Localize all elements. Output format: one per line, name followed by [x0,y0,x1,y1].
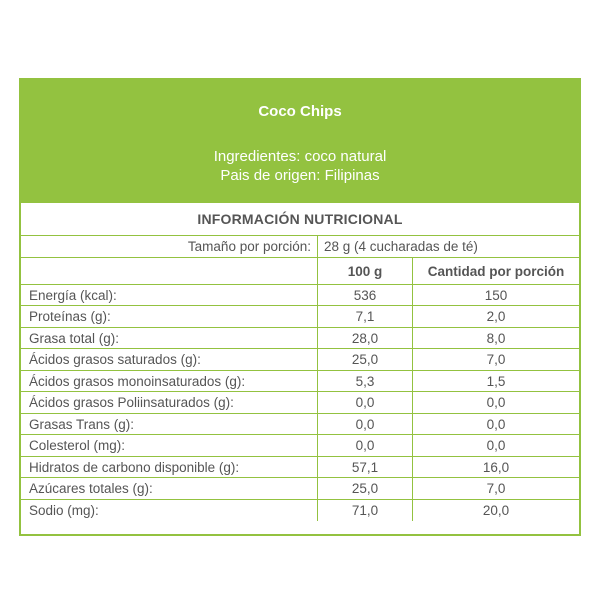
column-header-row [21,258,579,285]
nutrient-label: Ácidos grasos saturados (g): [21,349,318,370]
nutrient-label: Energía (kcal): [21,285,318,306]
nutrient-row [21,371,579,393]
nutrient-rows [21,285,579,522]
nutrient-label: Colesterol (mg): [21,435,318,456]
ingredients-text: Ingredientes: coco natural [213,148,387,165]
nutrient-value-portion: 8,0 [486,330,506,346]
nutrient-row [21,457,579,479]
nutrient-value-100g: 25,0 [318,478,413,499]
nutrient-label: Ácidos grasos Poliinsaturados (g): [21,392,318,413]
nutrient-label: Ácidos grasos monoinsaturados (g): [21,371,318,392]
nutrient-value-100g: 0,0 [318,435,413,456]
nutrition-title: INFORMACIÓN NUTRICIONAL [21,203,579,236]
nutrient-row [21,414,579,436]
column-header-portion: Cantidad por porción [427,263,565,279]
nutrient-row [21,435,579,457]
nutrient-value-100g: 5,3 [318,371,413,392]
nutrient-row [21,478,579,500]
nutrient-value-100g: 28,0 [318,328,413,349]
product-name: Coco Chips [258,103,342,120]
nutrient-value-portion: 150 [484,287,508,303]
nutrient-value-portion: 2,0 [486,309,506,324]
nutrient-value-portion: 20,0 [482,502,510,518]
serving-value: 28 g (4 cucharadas de té) [324,239,478,254]
nutrient-value-portion: 7,0 [486,481,506,496]
nutrient-value-100g: 7,1 [318,306,413,327]
nutrient-label: Sodio (mg): [21,500,318,522]
nutrient-row [21,392,579,414]
nutrient-value-100g: 25,0 [318,349,413,370]
column-header-100g: 100 g [318,258,413,284]
origin-text: Pais de origen: Filipinas [220,167,380,184]
nutrient-row [21,285,579,307]
nutrient-value-portion: 7,0 [486,352,506,367]
nutrient-label: Hidratos de carbono disponible (g): [21,457,318,478]
nutrient-value-portion: 1,5 [486,373,506,389]
product-header [21,80,579,203]
nutrient-row [21,306,579,328]
nutrient-row [21,349,579,371]
nutrient-label: Azúcares totales (g): [21,478,318,499]
nutrient-value-portion: 0,0 [486,438,506,453]
nutrient-value-100g: 536 [318,285,413,306]
nutrient-label: Proteínas (g): [21,306,318,327]
nutrient-value-100g: 0,0 [318,414,413,435]
nutrient-value-100g: 71,0 [318,500,413,522]
column-header-empty [21,258,318,284]
nutrition-table [21,236,579,521]
nutrient-row [21,500,579,522]
nutrient-row [21,328,579,350]
nutrient-value-100g: 57,1 [318,457,413,478]
nutrient-label: Grasas Trans (g): [21,414,318,435]
nutrition-label-card [19,78,581,536]
serving-size-row [21,236,579,258]
serving-label: Tamaño por porción: [21,236,318,257]
nutrient-value-100g: 0,0 [318,392,413,413]
nutrient-value-portion: 16,0 [482,459,510,475]
nutrient-value-portion: 0,0 [486,416,506,432]
nutrient-value-portion: 0,0 [486,395,506,410]
nutrient-label: Grasa total (g): [21,328,318,349]
